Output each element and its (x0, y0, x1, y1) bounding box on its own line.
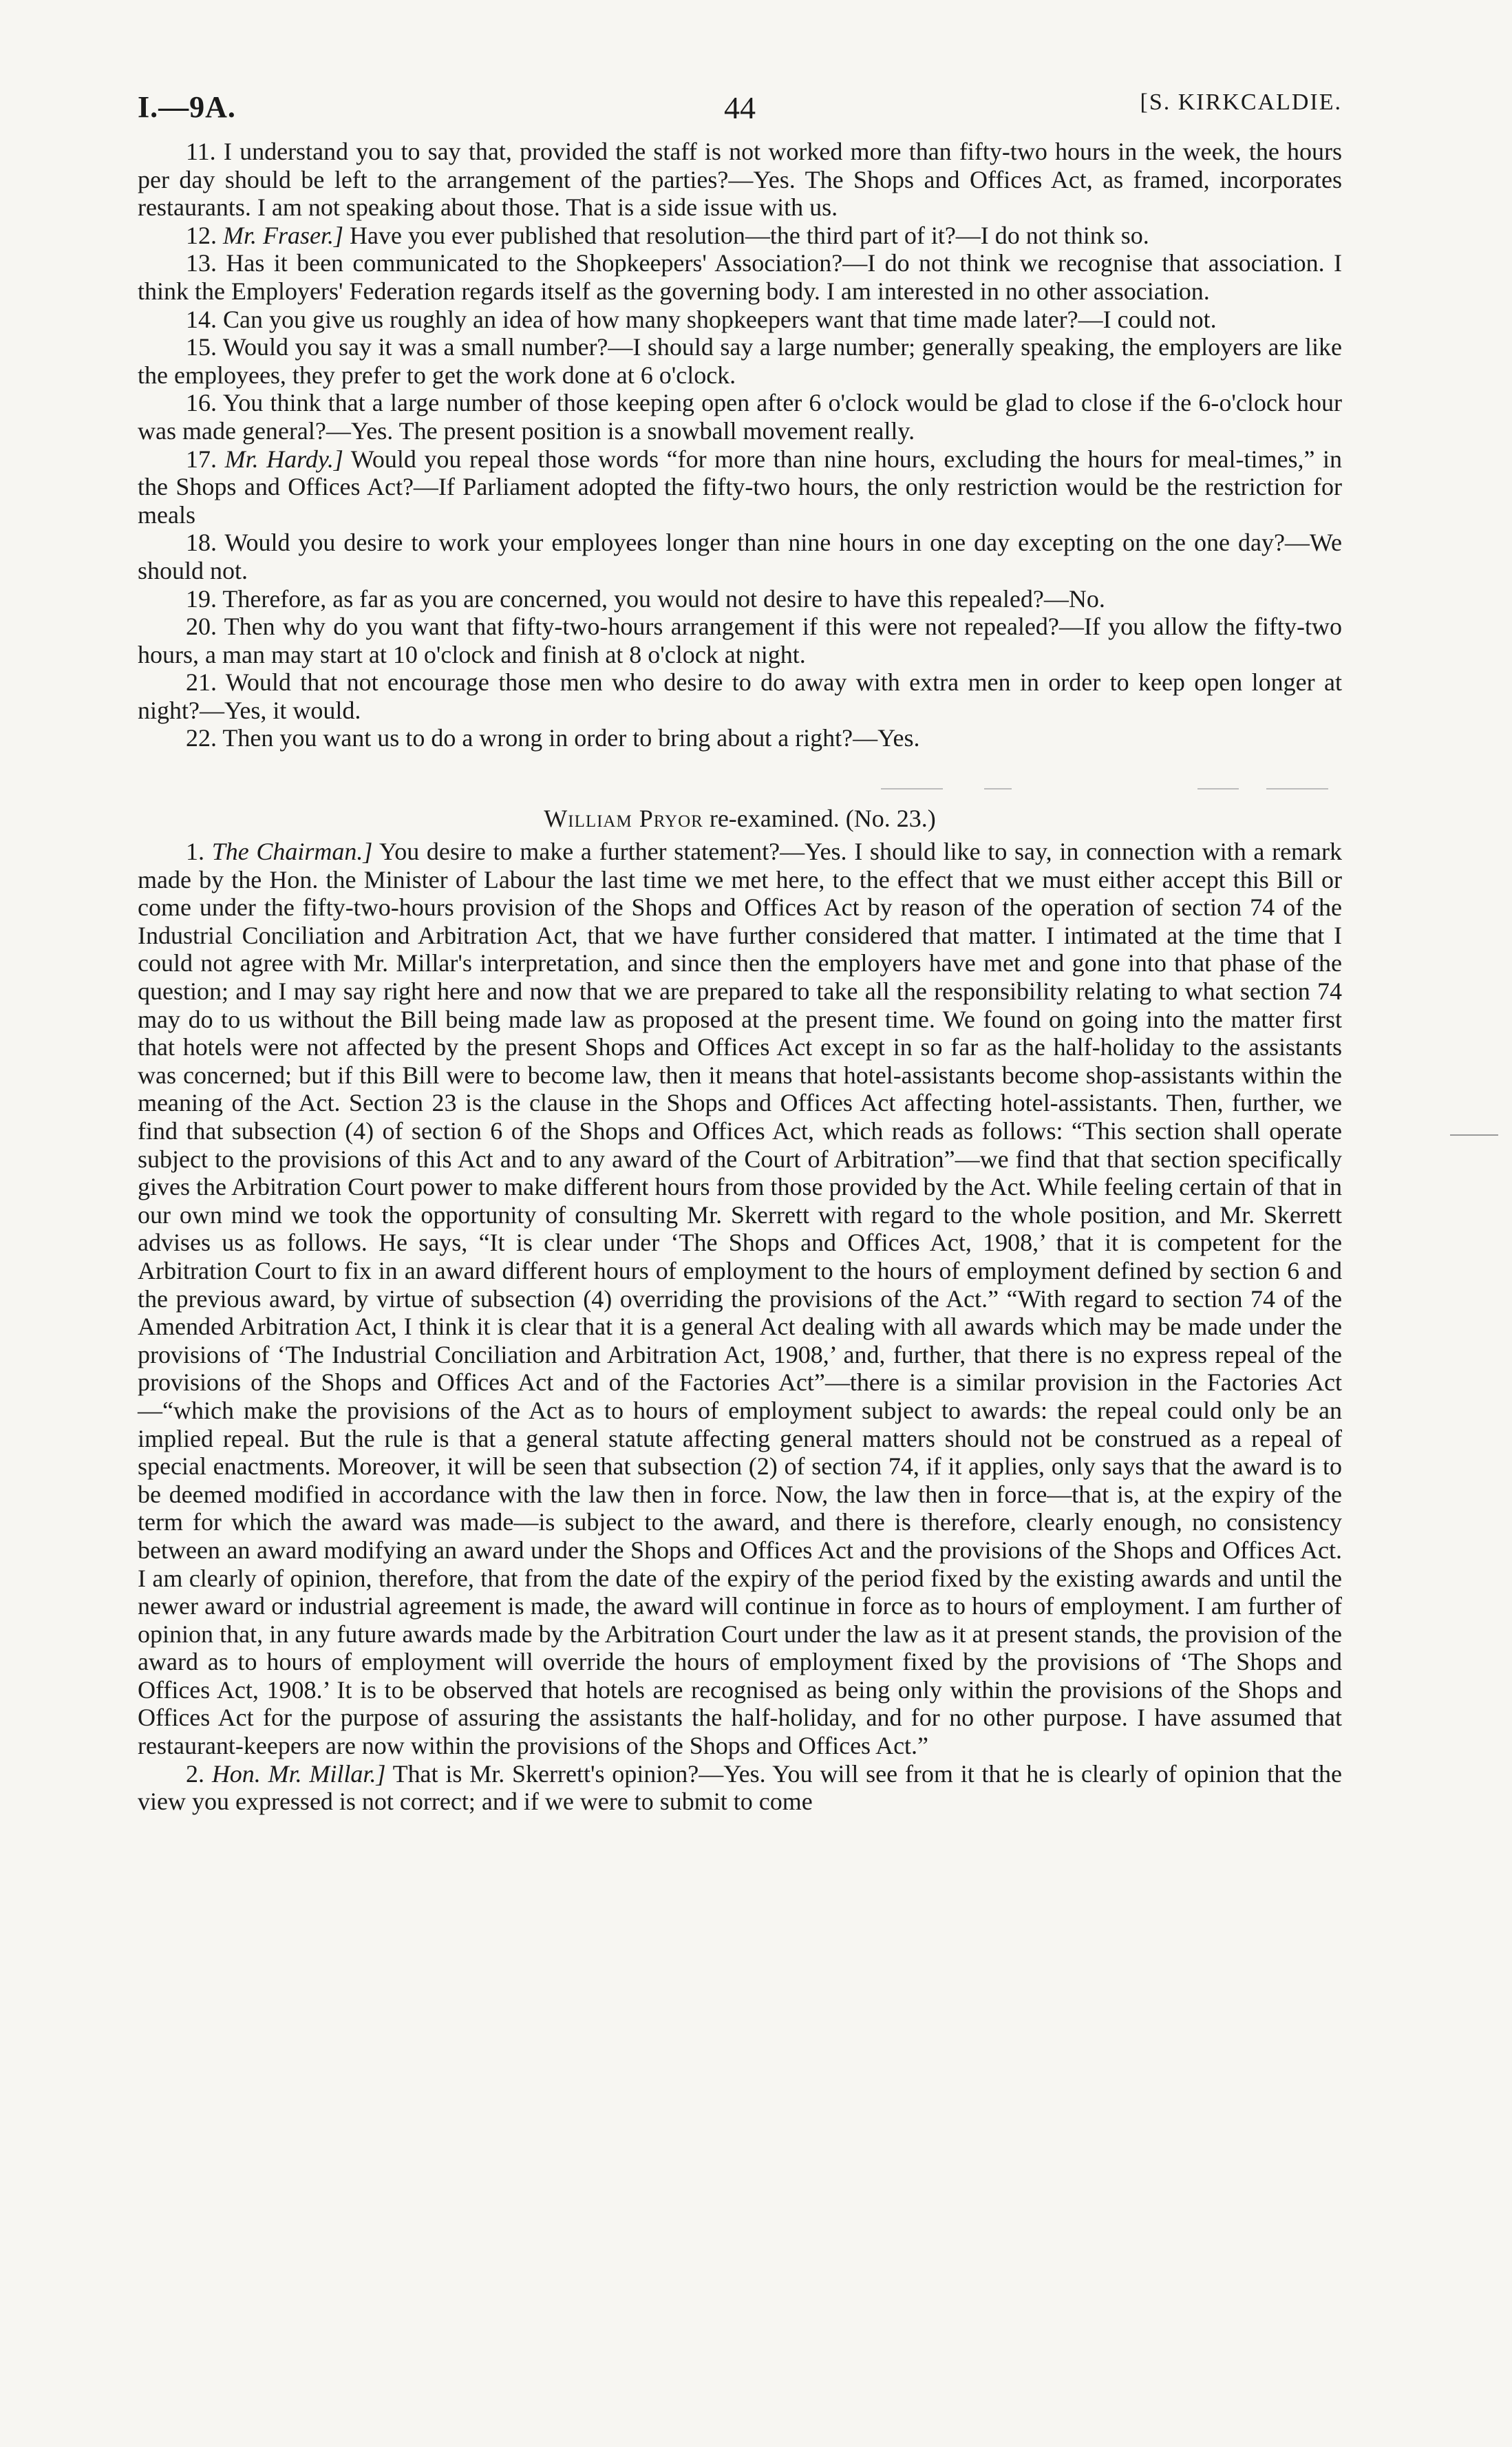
speaker-name: The Chairman.] (211, 838, 373, 866)
question-number: 1. (186, 838, 204, 866)
margin-mark (1450, 1134, 1498, 1136)
evidence-part-2 (138, 838, 1342, 1816)
question-text: Would you repeal those words “for more than nine hours, excluding the hours for meal-times,” in the Shops and Offices Act?—If Parliament adopted the fifty-two hours, the only restriction would be the restriction for meals (138, 445, 1342, 529)
question-number: 18. (186, 529, 217, 557)
question-paragraph (138, 724, 1342, 752)
witness-name: William Pryor (544, 805, 703, 833)
question-text: I understand you to say that, provided the staff is not worked more than fifty-two hours in the week, the hours per day should be left to the arrangement of the parties?—Yes. The Shops and Offices Act, as framed, incorporates restaurants. I am not speaking about those. That is a side issue with us. (138, 138, 1343, 222)
question-number: 11. (186, 138, 216, 165)
question-number: 15. (186, 333, 217, 361)
evidence-part-1 (138, 138, 1342, 752)
question-number: 21. (186, 668, 217, 697)
question-paragraph (138, 138, 1342, 222)
page-number: 44 (724, 90, 756, 125)
question-text: That is Mr. Skerrett's opinion?—Yes. You will see from it that he is clearly of opinion that the view you expressed is not correct; and if we were to submit to come (138, 1759, 1343, 1816)
question-text: Then you want us to do a wrong in order to bring about a right?—Yes. (222, 724, 920, 752)
question-paragraph (138, 389, 1342, 445)
question-text: Then why do you want that fifty-two-hours arrangement if this were not repealed?—If you allow the fifty-two hours, a man may start at 10 o'clock and finish at 8 o'clock at night. (138, 613, 1342, 668)
witness-heading (138, 803, 1342, 834)
question-text: Would you desire to work your employees longer than nine hours in one day excepting on the one day?—We should not. (138, 529, 1342, 584)
question-paragraph (138, 333, 1342, 389)
speaker-name: Mr. Hardy.] (224, 445, 343, 473)
question-text: You desire to make a further statement?—Yes. I should like to say, in connection with a remark made by the Hon. the Minister of Labour the last time we met here, to the effect that we must either accept this Bill or come under the fifty-two-hours provision of the Shops and Offices Act by reason of the operation of section 74 of the Industrial Conciliation and Arbitration Act, that we have further considered that matter. I intimated at the time that I could not agree with Mr. Millar's interpretation, and since then the employers have met and gone into that phase of the question; and I may say right here and now that we are prepared to take all the responsibility relating to what section 74 may do to us without the Bill being made law as proposed at the present time. We found on going into the matter first that hotels were not affected by the present Shops and Offices Act except in so far as the half-holiday to the assistants was concerned; but if this Bill were to become law, then it means that hotel-assistants become shop-assistants within the meaning of the Act. Section 23 is the clause in the Shops and Offices Act affecting hotel-assistants. Then, further, we find that subsection (4) of section 6 of the Shops and Offices Act, which reads as follows: “This section shall operate subject to the provisions of this Act and to any award of the Court of Arbitration”—we find that that section specifically gives the Arbitration Court power to make different hours from those provided by the Act. While feeling certain of that in our own mind we took the opportunity of consulting Mr. Skerrett with regard to the whole position, and Mr. Skerrett advises us as follows. He says, “It is clear under ‘The Shops and Offices Act, 1908,’ that it is competent for the Arbitration Court to fix in an award different hours of employment to the hours of employment defined by section 6 and the previous award, by virtue of subsection (4) overriding the provisions of the Act.” “With regard to section 74 of the Amended Arbitration Act, I think it is clear that it is a general Act dealing with all awards which may be made under the provisions of ‘The Industrial Conciliation and Arbitration Act, 1908,’ and, further, that there is no express repeal of the provisions of the Shops and Offices Act and of the Factories Act”—there is a similar provision in the Factories Act—“which make the provisions of the Act as to hours of employment subject to awards: the repeal could only be an implied repeal. But the rule is that a general statute affecting general matters should not be construed as a repeal of special enactments. Moreover, it will be seen that subsection (2) of section 74, if it applies, only says that the award is to be deemed modified in accordance with the law then in force. Now, the law then in force—that is, at the expiry of the term for which the award was made—is subject to the award, and there is therefore, clearly enough, no consistency between an award modifying an award under the Shops and Offices Act and the provisions of the Shops and Offices Act. I am clearly of opinion, therefore, that from the date of the expiry of the period fixed by the existing awards and until the newer award or industrial agreement is made, the award will continue in force as to hours of employment. I am further of opinion that, in any future awards made by the Arbitration Court under the law as it at present stands, the provision of the award as to hours of employment will override the hours of employment fixed by the provisions of ‘The Shops and Offices Act, 1908.’ It is to be observed that hotels are recognised as being only within the provisions of the Shops and Offices Act for the purpose of assuring the assistants the half-holiday, and for no other purpose. I have assumed that restaurant-keepers are now within the provisions of the Shops and Offices Act.” (138, 838, 1343, 1760)
question-text: Would that not encourage those men who desire to do away with extra men in order to keep open longer at night?—Yes, it would. (138, 668, 1342, 724)
question-paragraph (138, 668, 1342, 724)
question-text: Can you give us roughly an idea of how many shopkeepers want that time made later?—I could not. (223, 305, 1217, 333)
question-number: 14. (186, 305, 217, 333)
question-number: 12. (186, 221, 217, 249)
page-header (138, 89, 1342, 138)
question-number: 22. (186, 724, 217, 752)
witness-running-head: [S. KIRKCALDIE. (1140, 89, 1342, 115)
section-divider (138, 780, 1342, 801)
question-number: 20. (186, 613, 217, 641)
paper-reference: I.—9A. (138, 90, 236, 124)
question-number: 16. (186, 389, 217, 417)
question-text: Have you ever published that resolution—the third part of it?—I do not think so. (350, 221, 1149, 249)
question-number: 17. (186, 445, 217, 473)
question-paragraph (138, 445, 1342, 529)
question-text: Therefore, as far as you are concerned, you would not desire to have this repealed?—No. (222, 584, 1105, 613)
question-paragraph (138, 222, 1342, 250)
question-text: Has it been communicated to the Shopkeepers' Association?—I do not think we recognise that association. I think the Employers' Federation regards itself as the governing body. I am interested in no other association. (138, 249, 1343, 305)
question-number: 2. (186, 1759, 204, 1788)
question-text: Would you say it was a small number?—I should say a large number; generally speaking, the employers are like the employees, they prefer to get the work done at 6 o'clock. (138, 333, 1342, 389)
question-paragraph (138, 613, 1342, 668)
question-paragraph (138, 585, 1342, 613)
question-paragraph (138, 306, 1342, 334)
question-paragraph (138, 529, 1342, 584)
question-number: 19. (186, 584, 217, 613)
witness-status: re-examined. (709, 805, 840, 833)
speaker-name: Hon. Mr. Millar.] (211, 1759, 386, 1788)
question-paragraph (138, 838, 1342, 1760)
question-paragraph (138, 249, 1342, 305)
speaker-name: Mr. Fraser.] (223, 221, 344, 249)
question-paragraph (138, 1760, 1342, 1816)
document-page (138, 89, 1342, 1816)
question-number: 13. (186, 249, 217, 277)
witness-number: (No. 23.) (845, 805, 936, 833)
question-text: You think that a large number of those keeping open after 6 o'clock would be glad to close if the 6-o'clock hour was made general?—Yes. The present position is a snowball movement really. (138, 389, 1342, 445)
